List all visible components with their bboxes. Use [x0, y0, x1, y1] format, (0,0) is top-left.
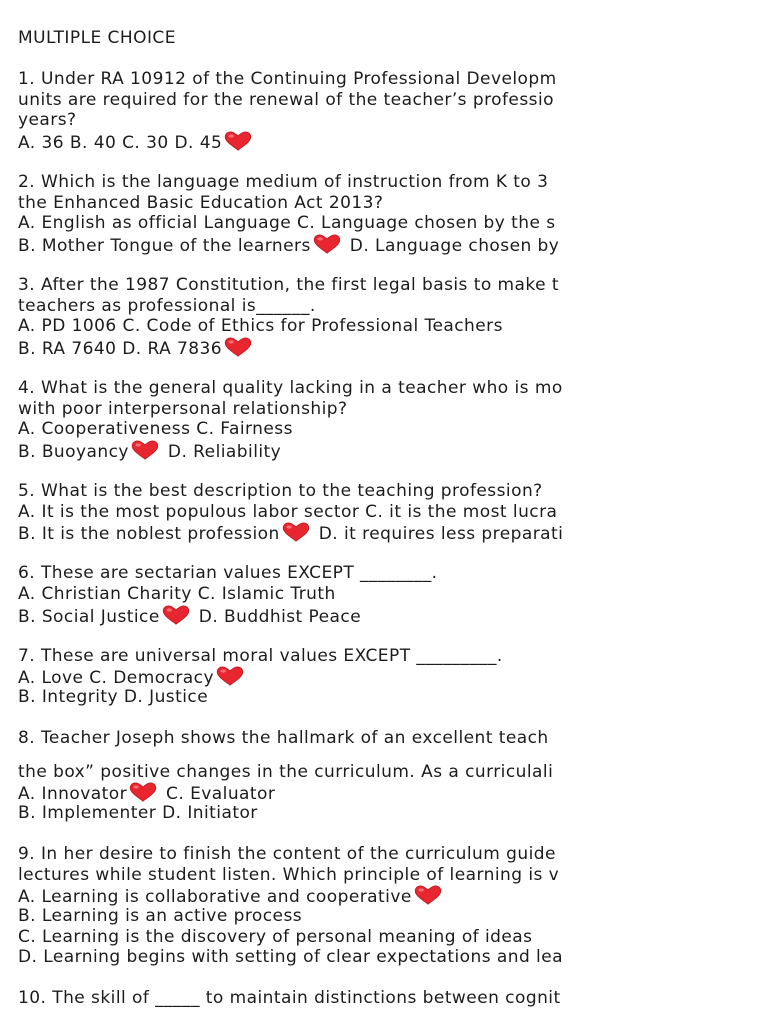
question-6-text-line-1: 6. These are sectarian values EXCEPT ________. — [18, 563, 438, 584]
heart-icon — [281, 522, 311, 542]
question-2 — [18, 172, 768, 254]
question-6-choices-line-2 — [18, 605, 768, 626]
heart-icon — [130, 440, 160, 460]
heart-icon — [161, 605, 191, 625]
question-9-text-line-2: lectures while student listen. Which principle of learning is v — [18, 864, 560, 885]
question-9-choice-d: D. Learning begins with setting of clear expectations and lea — [18, 947, 564, 968]
question-6 — [18, 563, 768, 625]
question-5 — [18, 481, 768, 543]
question-10 — [18, 988, 768, 1009]
question-6-choice-d: D. Buddhist Peace — [198, 606, 362, 627]
question-4-choice-d: D. Reliability — [167, 441, 282, 462]
question-2-choice-d: D. Language chosen by — [349, 235, 560, 256]
question-7-choices-line-2: B. Integrity D. Justice — [18, 687, 209, 707]
question-6-answer-b: B. Social Justice — [18, 606, 160, 627]
question-3-choices-line-2 — [18, 337, 768, 358]
question-4 — [18, 378, 768, 460]
heart-icon — [413, 885, 443, 905]
question-4-text-line-2: with poor interpersonal relationship? — [18, 398, 348, 419]
question-9-choice-b: B. Learning is an active process — [18, 905, 303, 926]
question-4-choices-line-2 — [18, 440, 768, 461]
question-4-choices-line-1: A. Cooperativeness C. Fairness — [18, 419, 293, 440]
document-page — [18, 28, 768, 1030]
question-3-choices-text: B. RA 7640 D. RA 7836 — [18, 338, 223, 359]
question-9 — [18, 844, 768, 968]
question-5-choices-line-1: A. It is the most populous labor sector C. it is the most lucra — [18, 501, 558, 522]
question-4-answer-b: B. Buoyancy — [18, 441, 129, 462]
page-title: MULTIPLE CHOICE — [18, 28, 176, 48]
heart-icon — [312, 234, 342, 254]
question-7-text-line-1: 7. These are universal moral values EXCEPT _________. — [18, 645, 503, 666]
question-5-text-line-1: 5. What is the best description to the teaching profession? — [18, 481, 543, 502]
question-1-text-line-2: units are required for the renewal of the teacher’s professio — [18, 89, 554, 110]
question-3 — [18, 275, 768, 357]
heart-icon — [128, 782, 158, 802]
heart-icon — [223, 131, 253, 151]
question-1 — [18, 69, 768, 151]
question-8-choice-c: C. Evaluator — [166, 784, 276, 805]
question-5-choice-d: D. it requires less preparati — [318, 524, 564, 545]
question-2-choices-line-1: A. English as official Language C. Language chosen by the s — [18, 213, 556, 234]
question-1-text-line-1: 1. Under RA 10912 of the Continuing Professional Developm — [18, 69, 557, 90]
question-2-answer-b: B. Mother Tongue of the learners — [18, 235, 311, 256]
question-9-answer-a: A. Learning is collaborative and cooperative — [18, 887, 412, 908]
question-3-choices-line-1: A. PD 1006 C. Code of Ethics for Professional Teachers — [18, 316, 503, 337]
question-8 — [18, 728, 768, 823]
heart-icon — [215, 666, 245, 686]
question-1-choices-text: A. 36 B. 40 C. 30 D. 45 — [18, 132, 223, 153]
question-9-choice-a — [18, 885, 768, 906]
heart-icon — [223, 337, 253, 357]
question-1-text-line-3: years? — [18, 110, 77, 131]
question-9-text-line-1: 9. In her desire to finish the content of the curriculum guide — [18, 844, 556, 865]
question-8-choices-line-1 — [18, 782, 768, 803]
question-2-choices-line-2 — [18, 234, 768, 255]
question-7-choices-text: A. Love C. Democracy — [18, 668, 214, 689]
question-1-choices — [18, 131, 768, 152]
question-2-text-line-1: 2. Which is the language medium of instruction from K to 3 — [18, 172, 549, 193]
question-3-text-line-1: 3. After the 1987 Constitution, the first legal basis to make t — [18, 275, 559, 296]
question-6-choices-line-1: A. Christian Charity C. Islamic Truth — [18, 584, 336, 605]
question-7 — [18, 646, 768, 708]
question-8-answer-a: A. Innovator — [18, 784, 128, 805]
question-8-text-line-2: the box” positive changes in the curriculum. As a curriculali — [18, 761, 554, 782]
question-2-text-line-2: the Enhanced Basic Education Act 2013? — [18, 192, 384, 213]
question-4-text-line-1: 4. What is the general quality lacking in a teacher who is mo — [18, 378, 563, 399]
question-8-text-line-1: 8. Teacher Joseph shows the hallmark of an excellent teach — [18, 728, 549, 749]
question-8-choices-line-2: B. Implementer D. Initiator — [18, 802, 258, 823]
question-7-choices-line-1 — [18, 666, 768, 687]
question-3-text-line-2: teachers as professional is______. — [18, 295, 316, 316]
question-9-choice-c: C. Learning is the discovery of personal meaning of ideas — [18, 926, 533, 947]
question-10-text-line-1: 10. The skill of _____ to maintain distinctions between cognit — [18, 988, 561, 1009]
question-5-answer-b: B. It is the noblest profession — [18, 524, 280, 545]
question-5-choices-line-2 — [18, 522, 768, 543]
